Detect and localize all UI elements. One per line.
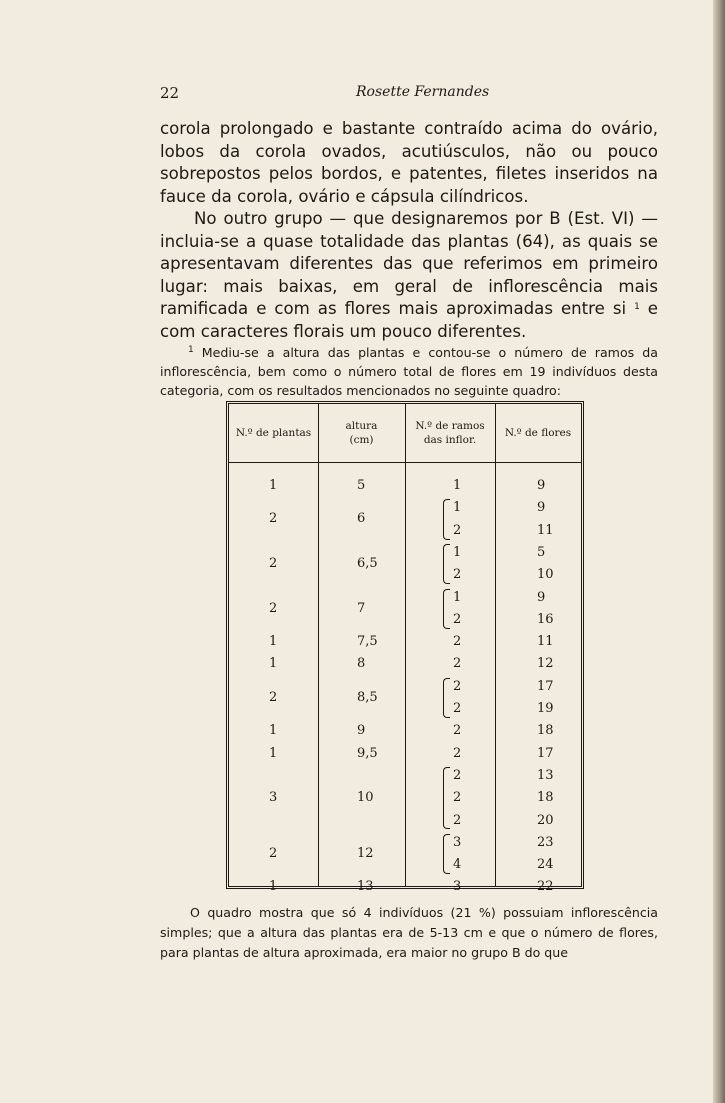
cell-ramos: 1 — [453, 500, 462, 516]
cell-ramos: 2 — [453, 634, 462, 650]
footnote-mark: 1 — [188, 345, 194, 355]
cell-altura: 9 — [357, 723, 366, 739]
grouping-brace — [443, 499, 450, 539]
cell-flores: 16 — [537, 611, 554, 627]
concluding-paragraph — [160, 903, 658, 963]
paragraph-1: corola prolongado e bastante contraído acima do ovário, lobos da corola ovados, acutiúsculos, não ou pouco sobrepostos pelos bordos, e patentes, filetes inseridos na fauce da corola, ovário e cápsula cilíndricos. — [160, 119, 658, 206]
cell-ramos: 2 — [453, 656, 462, 672]
cell-flores: 5 — [537, 544, 546, 560]
cell-flores: 13 — [537, 767, 554, 783]
column-divider — [495, 404, 496, 886]
cell-plantas: 1 — [269, 723, 278, 739]
cell-plantas: 2 — [269, 511, 278, 527]
running-header — [160, 84, 660, 106]
cell-flores: 20 — [537, 812, 554, 828]
body-text — [160, 118, 658, 343]
cell-ramos: 2 — [453, 522, 462, 538]
cell-flores: 12 — [537, 656, 554, 672]
cell-plantas: 2 — [269, 689, 278, 705]
cell-flores: 22 — [537, 879, 554, 895]
cell-ramos: 2 — [453, 745, 462, 761]
cell-plantas: 1 — [269, 478, 278, 493]
footnote — [160, 343, 658, 400]
cell-flores: 18 — [537, 723, 554, 739]
cell-flores: 18 — [537, 790, 554, 806]
footnote-reference: 1 — [634, 302, 640, 312]
cell-ramos: 1 — [453, 478, 462, 493]
cell-ramos: 2 — [453, 767, 462, 783]
header-rule — [229, 462, 581, 463]
running-author: Rosette Fernandes — [356, 84, 490, 100]
cell-altura: 13 — [357, 879, 374, 895]
cell-altura: 5 — [357, 478, 366, 493]
column-divider — [405, 404, 406, 886]
data-table — [226, 401, 584, 895]
cell-altura: 8 — [357, 656, 366, 672]
cell-plantas: 2 — [269, 600, 278, 616]
cell-plantas: 1 — [269, 634, 278, 650]
paragraph-2-text-b: e com caracteres florais um pouco diferentes. — [160, 299, 659, 341]
page-binding-edge — [713, 0, 725, 1103]
cell-ramos: 2 — [453, 567, 462, 583]
cell-flores: 23 — [537, 834, 554, 850]
cell-ramos: 2 — [453, 611, 462, 627]
cell-ramos: 2 — [453, 812, 462, 828]
cell-ramos: 2 — [453, 790, 462, 806]
cell-flores: 11 — [537, 634, 554, 650]
cell-plantas: 1 — [269, 879, 278, 895]
cell-ramos: 3 — [453, 834, 462, 850]
cell-altura: 9,5 — [357, 745, 378, 761]
cell-altura: 8,5 — [357, 689, 378, 705]
column-divider — [318, 404, 319, 886]
grouping-brace — [443, 678, 450, 718]
cell-plantas: 2 — [269, 845, 278, 861]
header-altura: altura (cm) — [345, 420, 378, 446]
cell-ramos: 2 — [453, 678, 462, 694]
cell-flores: 11 — [537, 522, 554, 538]
grouping-brace — [443, 544, 450, 584]
cell-altura: 12 — [357, 845, 374, 861]
cell-plantas: 1 — [269, 745, 278, 761]
cell-plantas: 1 — [269, 656, 278, 672]
cell-flores: 10 — [537, 567, 554, 583]
concluding-text: O quadro mostra que só 4 indivíduos (21 %) possuiam inflorescência simples; que a altura das plantas era de 5-13 cm e que o número de flores, para plantas de altura aproximada, era maior no grupo B do que — [160, 905, 658, 960]
paragraph-2 — [160, 208, 658, 343]
cell-plantas: 3 — [269, 790, 278, 806]
cell-altura: 7 — [357, 600, 366, 616]
header-plantas: N.º de plantas — [235, 427, 312, 439]
header-flores: N.º de flores — [504, 427, 572, 439]
cell-ramos: 3 — [453, 879, 462, 895]
cell-altura: 6 — [357, 511, 366, 527]
cell-ramos: 2 — [453, 701, 462, 716]
cell-flores: 17 — [537, 745, 554, 761]
cell-altura: 10 — [357, 790, 374, 806]
cell-altura: 6,5 — [357, 556, 378, 572]
cell-ramos: 1 — [453, 589, 462, 605]
cell-flores: 24 — [537, 857, 554, 873]
grouping-brace — [443, 767, 450, 830]
cell-ramos: 4 — [453, 857, 462, 873]
cell-flores: 9 — [537, 500, 546, 516]
paragraph-2-text-a: No outro grupo — que designaremos por B (Est. VI) — incluia-se a quase totalidade das plantas (64), as quais se apresentavam diferentes das que referimos em primeiro lugar: mais baixas, em geral de inflorescência mais ramificada e com as flores mais aproximadas entre si — [160, 209, 658, 318]
grouping-brace — [443, 834, 450, 874]
cell-flores: 9 — [537, 589, 546, 605]
page-number: 22 — [160, 84, 180, 102]
cell-altura: 7,5 — [357, 634, 378, 650]
cell-ramos: 2 — [453, 723, 462, 739]
cell-flores: 19 — [537, 701, 554, 716]
cell-flores: 17 — [537, 678, 554, 694]
header-ramos: N.º de ramos das inflor. — [415, 420, 485, 446]
cell-flores: 9 — [537, 478, 546, 493]
cell-ramos: 1 — [453, 544, 462, 560]
grouping-brace — [443, 589, 450, 629]
footnote-text: Mediu-se a altura das plantas e contou-se o número de ramos da inflorescência, bem como o número total de flores em 19 indivíduos desta categoria, com os resultados mencionados no seguinte quadro: — [160, 345, 658, 398]
cell-plantas: 2 — [269, 556, 278, 572]
